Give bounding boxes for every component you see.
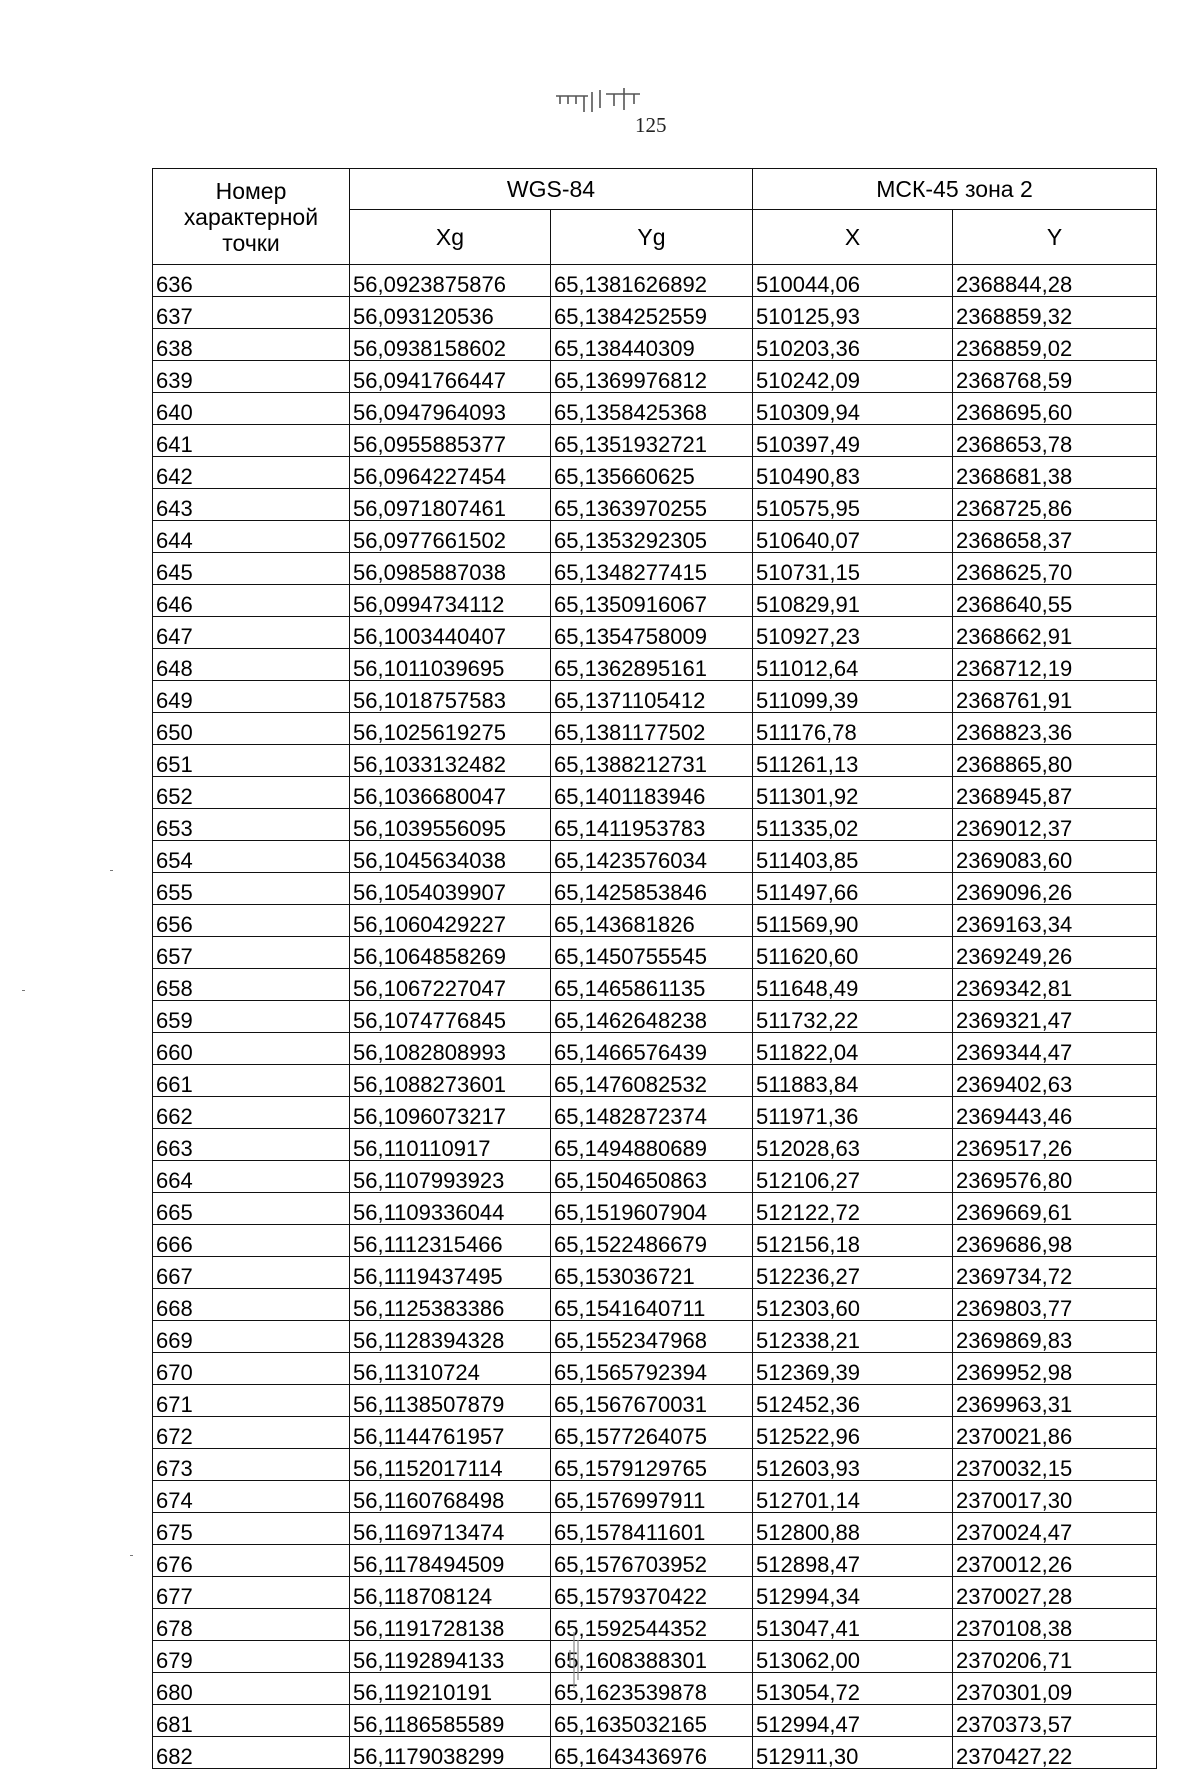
table-row (153, 617, 1157, 649)
cell-point-number: 657 (153, 937, 350, 969)
cell-point-number: 679 (153, 1641, 350, 1673)
table-row (153, 649, 1157, 681)
header-xg: Xg (350, 210, 551, 265)
cell-x: 512603,93 (753, 1449, 953, 1481)
cell-xg: 56,1088273601 (350, 1065, 551, 1097)
table-row (153, 329, 1157, 361)
table-row (153, 1449, 1157, 1481)
cell-yg: 65,1476082532 (551, 1065, 753, 1097)
cell-xg: 56,118708124 (350, 1577, 551, 1609)
cell-y: 2370427,22 (953, 1737, 1157, 1769)
cell-xg: 56,1128394328 (350, 1321, 551, 1353)
cell-x: 512994,47 (753, 1705, 953, 1737)
cell-xg: 56,1144761957 (350, 1417, 551, 1449)
cell-point-number: 671 (153, 1385, 350, 1417)
cell-yg: 65,1504650863 (551, 1161, 753, 1193)
cell-x: 512028,63 (753, 1129, 953, 1161)
cell-x: 511620,60 (753, 937, 953, 969)
cell-point-number: 639 (153, 361, 350, 393)
cell-x: 510575,95 (753, 489, 953, 521)
cell-xg: 56,0923875876 (350, 265, 551, 297)
table-row (153, 1257, 1157, 1289)
cell-xg: 56,1045634038 (350, 841, 551, 873)
cell-y: 2368761,91 (953, 681, 1157, 713)
cell-y: 2369443,46 (953, 1097, 1157, 1129)
cell-y: 2368653,78 (953, 425, 1157, 457)
cell-x: 511261,13 (753, 745, 953, 777)
table-row (153, 873, 1157, 905)
cell-point-number: 656 (153, 905, 350, 937)
cell-yg: 65,1608388301 (551, 1641, 753, 1673)
cell-xg: 56,0938158602 (350, 329, 551, 361)
cell-x: 511335,02 (753, 809, 953, 841)
cell-xg: 56,1160768498 (350, 1481, 551, 1513)
cell-x: 512800,88 (753, 1513, 953, 1545)
cell-point-number: 652 (153, 777, 350, 809)
header-yg: Yg (551, 210, 753, 265)
cell-yg: 65,1384252559 (551, 297, 753, 329)
cell-y: 2368823,36 (953, 713, 1157, 745)
table-row (153, 1705, 1157, 1737)
cell-point-number: 655 (153, 873, 350, 905)
table-row (153, 1641, 1157, 1673)
cell-yg: 65,1565792394 (551, 1353, 753, 1385)
table-row (153, 393, 1157, 425)
cell-yg: 65,1450755545 (551, 937, 753, 969)
cell-y: 2369163,34 (953, 905, 1157, 937)
cell-xg: 56,1178494509 (350, 1545, 551, 1577)
table-row (153, 521, 1157, 553)
cell-x: 512369,39 (753, 1353, 953, 1385)
cell-xg: 56,0947964093 (350, 393, 551, 425)
cell-x: 512994,34 (753, 1577, 953, 1609)
header-x: X (753, 210, 953, 265)
table-row (153, 1417, 1157, 1449)
cell-point-number: 677 (153, 1577, 350, 1609)
cell-xg: 56,1109336044 (350, 1193, 551, 1225)
cell-point-number: 653 (153, 809, 350, 841)
table-row (153, 297, 1157, 329)
table-row (153, 713, 1157, 745)
cell-yg: 65,143681826 (551, 905, 753, 937)
cell-x: 510203,36 (753, 329, 953, 361)
cell-yg: 65,1552347968 (551, 1321, 753, 1353)
cell-point-number: 643 (153, 489, 350, 521)
cell-xg: 56,0985887038 (350, 553, 551, 585)
cell-x: 512156,18 (753, 1225, 953, 1257)
cell-xg: 56,11310724 (350, 1353, 551, 1385)
cell-point-number: 678 (153, 1609, 350, 1641)
cell-point-number: 641 (153, 425, 350, 457)
cell-yg: 65,1465861135 (551, 969, 753, 1001)
cell-point-number: 680 (153, 1673, 350, 1705)
cell-point-number: 666 (153, 1225, 350, 1257)
cell-point-number: 673 (153, 1449, 350, 1481)
cell-xg: 56,1191728138 (350, 1609, 551, 1641)
table-row (153, 745, 1157, 777)
cell-xg: 56,0964227454 (350, 457, 551, 489)
cell-y: 2370373,57 (953, 1705, 1157, 1737)
cell-point-number: 648 (153, 649, 350, 681)
table-row (153, 809, 1157, 841)
cell-xg: 56,1039556095 (350, 809, 551, 841)
table-row (153, 1033, 1157, 1065)
cell-y: 2369734,72 (953, 1257, 1157, 1289)
cell-yg: 65,1576997911 (551, 1481, 753, 1513)
cell-x: 511971,36 (753, 1097, 953, 1129)
cell-point-number: 659 (153, 1001, 350, 1033)
cell-point-number: 669 (153, 1321, 350, 1353)
cell-yg: 65,1411953783 (551, 809, 753, 841)
cell-xg: 56,1018757583 (350, 681, 551, 713)
header-y: Y (953, 210, 1157, 265)
cell-xg: 56,093120536 (350, 297, 551, 329)
cell-xg: 56,0941766447 (350, 361, 551, 393)
coordinates-table (152, 168, 1157, 1769)
cell-x: 510490,83 (753, 457, 953, 489)
cell-point-number: 636 (153, 265, 350, 297)
table-row (153, 1545, 1157, 1577)
cell-yg: 65,1353292305 (551, 521, 753, 553)
table-row (153, 1737, 1157, 1769)
cell-y: 2368865,80 (953, 745, 1157, 777)
cell-y: 2368945,87 (953, 777, 1157, 809)
table-row (153, 841, 1157, 873)
cell-point-number: 676 (153, 1545, 350, 1577)
cell-xg: 56,0977661502 (350, 521, 551, 553)
cell-xg: 56,1119437495 (350, 1257, 551, 1289)
cell-xg: 56,1169713474 (350, 1513, 551, 1545)
cell-y: 2369344,47 (953, 1033, 1157, 1065)
header-msk45: МСК-45 зона 2 (753, 169, 1157, 210)
table-row (153, 1225, 1157, 1257)
cell-xg: 56,110110917 (350, 1129, 551, 1161)
cell-x: 510242,09 (753, 361, 953, 393)
cell-y: 2368695,60 (953, 393, 1157, 425)
table-row (153, 585, 1157, 617)
cell-y: 2368859,02 (953, 329, 1157, 361)
cell-x: 511497,66 (753, 873, 953, 905)
cell-point-number: 674 (153, 1481, 350, 1513)
cell-y: 2370206,71 (953, 1641, 1157, 1673)
cell-x: 510397,49 (753, 425, 953, 457)
cell-yg: 65,1541640711 (551, 1289, 753, 1321)
cell-xg: 56,1112315466 (350, 1225, 551, 1257)
cell-y: 2369669,61 (953, 1193, 1157, 1225)
cell-point-number: 675 (153, 1513, 350, 1545)
cell-point-number: 644 (153, 521, 350, 553)
cell-point-number: 667 (153, 1257, 350, 1289)
cell-yg: 65,1577264075 (551, 1417, 753, 1449)
cell-xg: 56,1060429227 (350, 905, 551, 937)
cell-point-number: 637 (153, 297, 350, 329)
cell-x: 510829,91 (753, 585, 953, 617)
table-row (153, 1193, 1157, 1225)
cell-y: 2369963,31 (953, 1385, 1157, 1417)
table-row (153, 1001, 1157, 1033)
cell-yg: 65,1369976812 (551, 361, 753, 393)
cell-yg: 65,1579370422 (551, 1577, 753, 1609)
table-row (153, 489, 1157, 521)
table-row (153, 1161, 1157, 1193)
cell-y: 2368844,28 (953, 265, 1157, 297)
cell-yg: 65,1466576439 (551, 1033, 753, 1065)
cell-xg: 56,1033132482 (350, 745, 551, 777)
cell-xg: 56,1179038299 (350, 1737, 551, 1769)
header-point-number: Номер характерной точки (153, 169, 350, 265)
cell-yg: 65,1482872374 (551, 1097, 753, 1129)
cell-point-number: 663 (153, 1129, 350, 1161)
table-row (153, 777, 1157, 809)
cell-yg: 65,1425853846 (551, 873, 753, 905)
scan-margin-dot (110, 870, 113, 871)
cell-xg: 56,1107993923 (350, 1161, 551, 1193)
cell-yg: 65,1623539878 (551, 1673, 753, 1705)
cell-x: 510927,23 (753, 617, 953, 649)
cell-yg: 65,138440309 (551, 329, 753, 361)
cell-xg: 56,1138507879 (350, 1385, 551, 1417)
cell-yg: 65,1354758009 (551, 617, 753, 649)
cell-x: 511099,39 (753, 681, 953, 713)
cell-yg: 65,1462648238 (551, 1001, 753, 1033)
cell-xg: 56,1125383386 (350, 1289, 551, 1321)
cell-yg: 65,1578411601 (551, 1513, 753, 1545)
cell-yg: 65,1519607904 (551, 1193, 753, 1225)
cell-y: 2368658,37 (953, 521, 1157, 553)
cell-yg: 65,1423576034 (551, 841, 753, 873)
cell-y: 2368640,55 (953, 585, 1157, 617)
cell-yg: 65,1579129765 (551, 1449, 753, 1481)
table-body (153, 265, 1157, 1769)
table-row (153, 1673, 1157, 1705)
scan-bottom-mark (560, 1630, 590, 1690)
table-row (153, 1097, 1157, 1129)
cell-x: 511648,49 (753, 969, 953, 1001)
cell-yg: 65,1381626892 (551, 265, 753, 297)
cell-xg: 56,0971807461 (350, 489, 551, 521)
cell-y: 2370301,09 (953, 1673, 1157, 1705)
table-row (153, 457, 1157, 489)
cell-x: 510640,07 (753, 521, 953, 553)
table-row (153, 1129, 1157, 1161)
table-row (153, 425, 1157, 457)
cell-xg: 56,1054039907 (350, 873, 551, 905)
cell-y: 2370024,47 (953, 1513, 1157, 1545)
table-row (153, 969, 1157, 1001)
cell-x: 511176,78 (753, 713, 953, 745)
cell-y: 2368768,59 (953, 361, 1157, 393)
table-row (153, 1065, 1157, 1097)
cell-point-number: 638 (153, 329, 350, 361)
cell-point-number: 660 (153, 1033, 350, 1065)
cell-point-number: 681 (153, 1705, 350, 1737)
cell-yg: 65,1401183946 (551, 777, 753, 809)
cell-xg: 56,1025619275 (350, 713, 551, 745)
cell-point-number: 658 (153, 969, 350, 1001)
cell-yg: 65,1635032165 (551, 1705, 753, 1737)
cell-x: 511301,92 (753, 777, 953, 809)
cell-y: 2369517,26 (953, 1129, 1157, 1161)
cell-xg: 56,1192894133 (350, 1641, 551, 1673)
cell-y: 2370012,26 (953, 1545, 1157, 1577)
cell-yg: 65,1351932721 (551, 425, 753, 457)
cell-y: 2369402,63 (953, 1065, 1157, 1097)
cell-y: 2368712,19 (953, 649, 1157, 681)
cell-x: 510125,93 (753, 297, 953, 329)
cell-y: 2369012,37 (953, 809, 1157, 841)
cell-point-number: 651 (153, 745, 350, 777)
cell-xg: 56,1152017114 (350, 1449, 551, 1481)
cell-point-number: 682 (153, 1737, 350, 1769)
cell-point-number: 650 (153, 713, 350, 745)
cell-x: 512338,21 (753, 1321, 953, 1353)
cell-yg: 65,1363970255 (551, 489, 753, 521)
cell-x: 511822,04 (753, 1033, 953, 1065)
cell-point-number: 646 (153, 585, 350, 617)
cell-point-number: 642 (153, 457, 350, 489)
cell-xg: 56,1003440407 (350, 617, 551, 649)
cell-y: 2369869,83 (953, 1321, 1157, 1353)
scan-margin-dot (130, 1555, 133, 1556)
cell-point-number: 647 (153, 617, 350, 649)
table-row (153, 1289, 1157, 1321)
cell-x: 510731,15 (753, 553, 953, 585)
cell-x: 513062,00 (753, 1641, 953, 1673)
cell-yg: 65,1358425368 (551, 393, 753, 425)
table-row (153, 553, 1157, 585)
cell-y: 2369096,26 (953, 873, 1157, 905)
cell-xg: 56,1011039695 (350, 649, 551, 681)
cell-point-number: 645 (153, 553, 350, 585)
cell-point-number: 664 (153, 1161, 350, 1193)
scan-margin-dot (22, 990, 25, 991)
cell-xg: 56,1064858269 (350, 937, 551, 969)
cell-point-number: 672 (153, 1417, 350, 1449)
cell-yg: 65,1576703952 (551, 1545, 753, 1577)
cell-y: 2369803,77 (953, 1289, 1157, 1321)
cell-xg: 56,1074776845 (350, 1001, 551, 1033)
cell-point-number: 665 (153, 1193, 350, 1225)
cell-x: 511569,90 (753, 905, 953, 937)
cell-x: 511012,64 (753, 649, 953, 681)
page-number: 125 (635, 113, 667, 137)
cell-yg: 65,135660625 (551, 457, 753, 489)
table-row (153, 1481, 1157, 1513)
cell-y: 2368859,32 (953, 297, 1157, 329)
cell-x: 513054,72 (753, 1673, 953, 1705)
cell-yg: 65,1388212731 (551, 745, 753, 777)
cell-yg: 65,1522486679 (551, 1225, 753, 1257)
cell-x: 512236,27 (753, 1257, 953, 1289)
cell-point-number: 661 (153, 1065, 350, 1097)
cell-yg: 65,1494880689 (551, 1129, 753, 1161)
cell-xg: 56,0955885377 (350, 425, 551, 457)
cell-x: 512452,36 (753, 1385, 953, 1417)
cell-point-number: 649 (153, 681, 350, 713)
cell-yg: 65,1381177502 (551, 713, 753, 745)
cell-point-number: 654 (153, 841, 350, 873)
table-row (153, 1609, 1157, 1641)
cell-xg: 56,0994734112 (350, 585, 551, 617)
cell-yg: 65,1592544352 (551, 1609, 753, 1641)
cell-y: 2368681,38 (953, 457, 1157, 489)
table-header (153, 169, 1157, 265)
cell-point-number: 670 (153, 1353, 350, 1385)
cell-y: 2369952,98 (953, 1353, 1157, 1385)
table-row (153, 905, 1157, 937)
cell-y: 2370021,86 (953, 1417, 1157, 1449)
cell-xg: 56,1067227047 (350, 969, 551, 1001)
cell-xg: 56,119210191 (350, 1673, 551, 1705)
table-row (153, 937, 1157, 969)
cell-x: 512303,60 (753, 1289, 953, 1321)
cell-x: 511403,85 (753, 841, 953, 873)
table-row (153, 1513, 1157, 1545)
cell-yg: 65,1362895161 (551, 649, 753, 681)
cell-yg: 65,153036721 (551, 1257, 753, 1289)
scan-stamp-mark (548, 82, 658, 116)
table-row (153, 1385, 1157, 1417)
table-row (153, 361, 1157, 393)
cell-y: 2369342,81 (953, 969, 1157, 1001)
cell-y: 2370017,30 (953, 1481, 1157, 1513)
table-row (153, 681, 1157, 713)
cell-y: 2368625,70 (953, 553, 1157, 585)
table-row (153, 265, 1157, 297)
cell-point-number: 662 (153, 1097, 350, 1129)
cell-x: 512106,27 (753, 1161, 953, 1193)
header-wgs84: WGS-84 (350, 169, 753, 210)
cell-x: 512701,14 (753, 1481, 953, 1513)
cell-y: 2369321,47 (953, 1001, 1157, 1033)
cell-xg: 56,1082808993 (350, 1033, 551, 1065)
cell-x: 510044,06 (753, 265, 953, 297)
table-row (153, 1353, 1157, 1385)
cell-point-number: 640 (153, 393, 350, 425)
cell-x: 511732,22 (753, 1001, 953, 1033)
cell-point-number: 668 (153, 1289, 350, 1321)
cell-x: 512522,96 (753, 1417, 953, 1449)
cell-yg: 65,1348277415 (551, 553, 753, 585)
cell-yg: 65,1643436976 (551, 1737, 753, 1769)
cell-x: 510309,94 (753, 393, 953, 425)
table-row (153, 1321, 1157, 1353)
cell-y: 2369576,80 (953, 1161, 1157, 1193)
cell-xg: 56,1036680047 (350, 777, 551, 809)
cell-x: 512122,72 (753, 1193, 953, 1225)
cell-y: 2370032,15 (953, 1449, 1157, 1481)
cell-x: 511883,84 (753, 1065, 953, 1097)
cell-xg: 56,1186585589 (350, 1705, 551, 1737)
cell-y: 2369083,60 (953, 841, 1157, 873)
cell-x: 513047,41 (753, 1609, 953, 1641)
cell-xg: 56,1096073217 (350, 1097, 551, 1129)
cell-y: 2370108,38 (953, 1609, 1157, 1641)
table-row (153, 1577, 1157, 1609)
cell-y: 2368725,86 (953, 489, 1157, 521)
cell-y: 2370027,28 (953, 1577, 1157, 1609)
cell-yg: 65,1350916067 (551, 585, 753, 617)
cell-y: 2369249,26 (953, 937, 1157, 969)
cell-y: 2369686,98 (953, 1225, 1157, 1257)
cell-y: 2368662,91 (953, 617, 1157, 649)
cell-x: 512898,47 (753, 1545, 953, 1577)
cell-yg: 65,1371105412 (551, 681, 753, 713)
cell-yg: 65,1567670031 (551, 1385, 753, 1417)
cell-x: 512911,30 (753, 1737, 953, 1769)
